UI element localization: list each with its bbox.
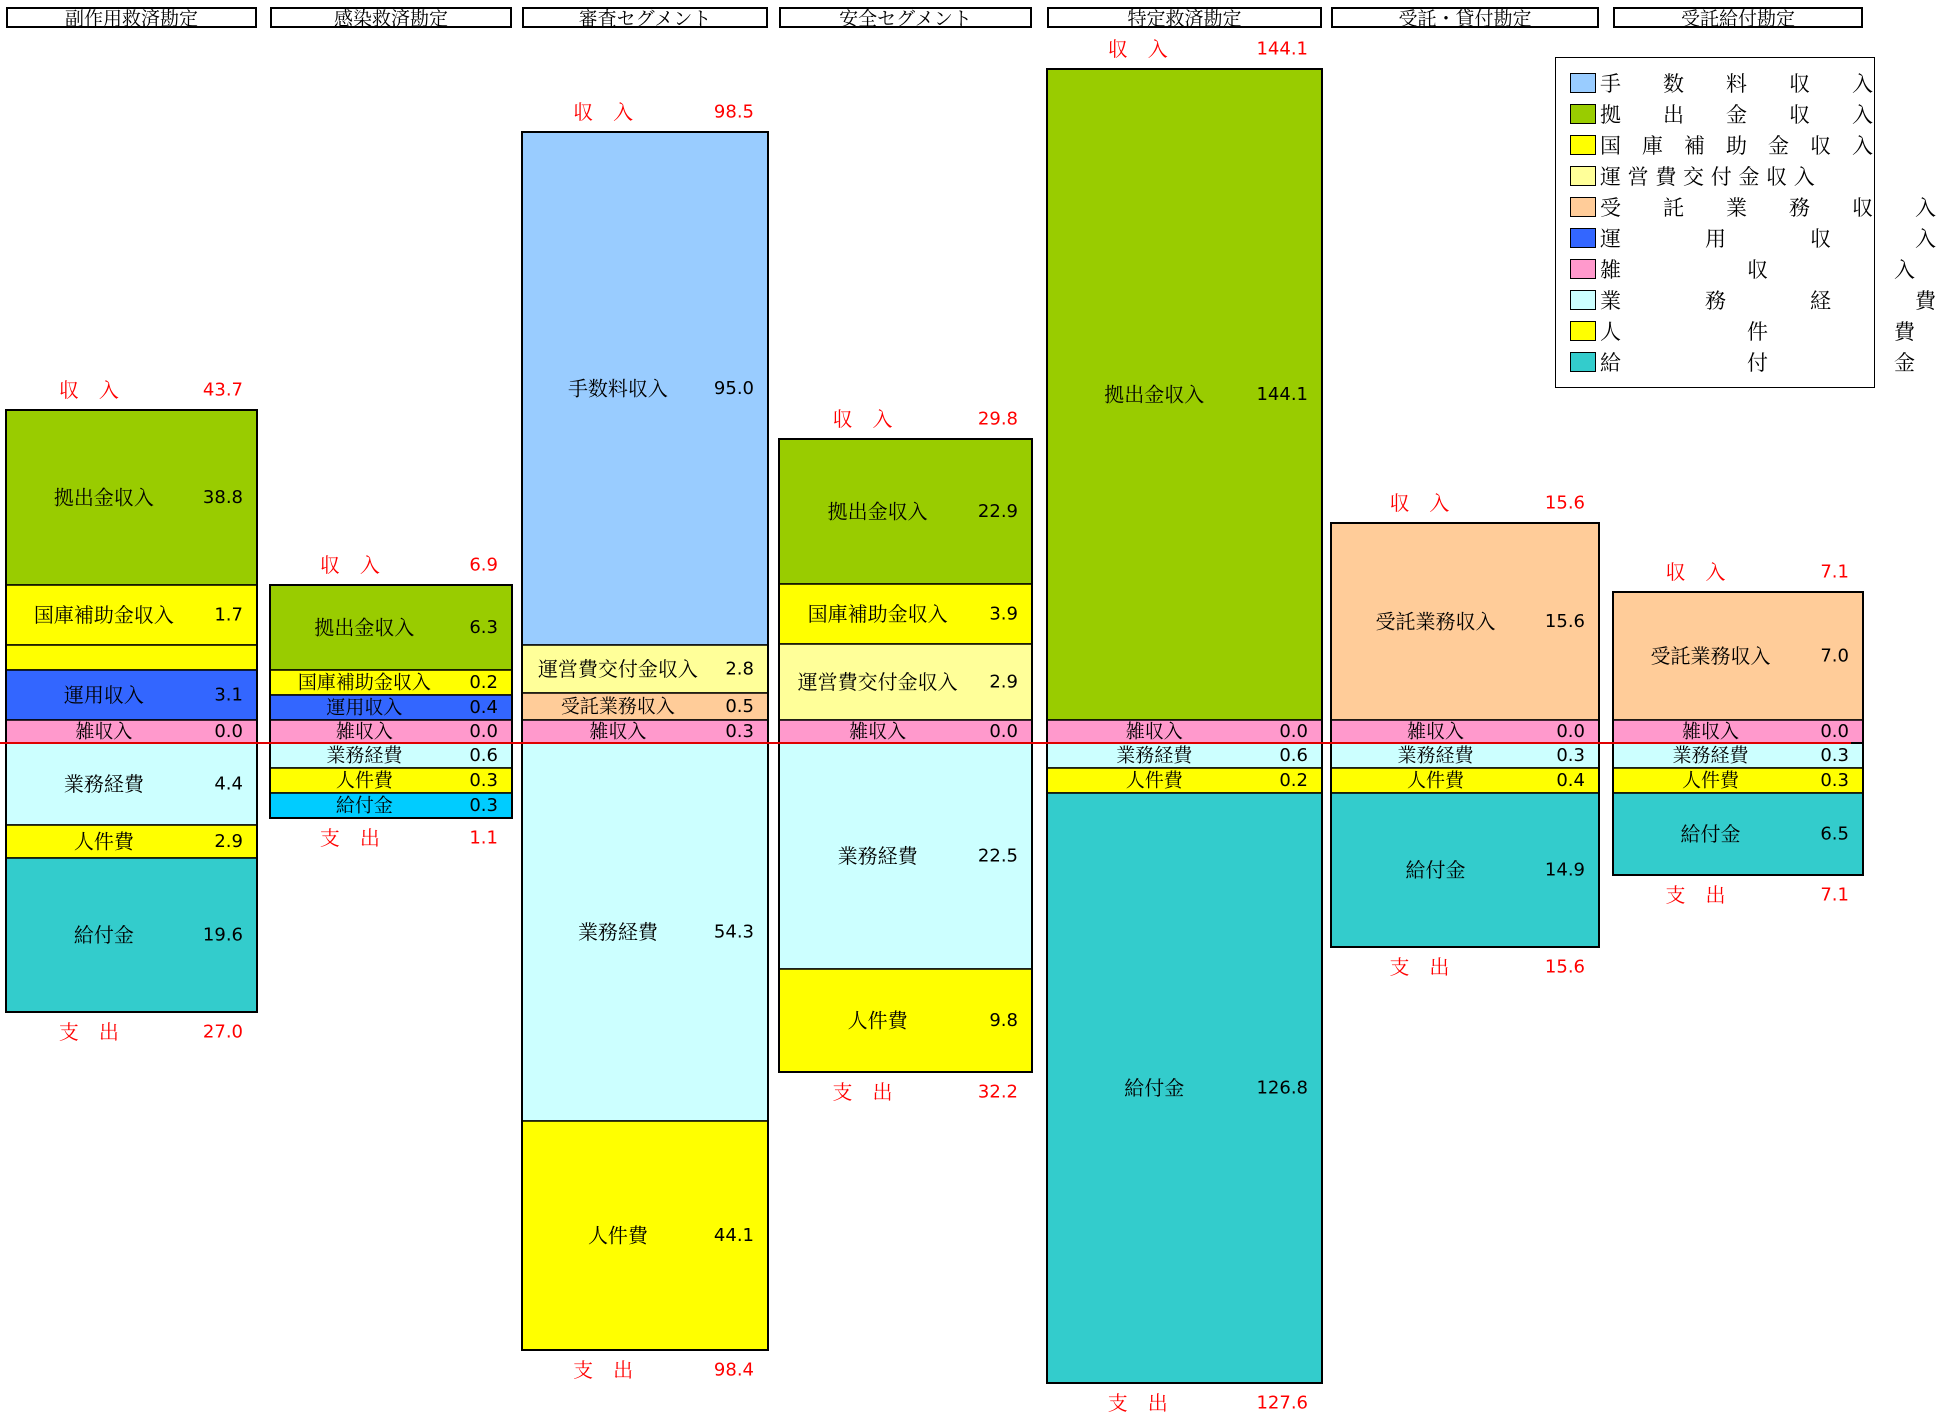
income-segment-label: 運営費交付金収入 <box>797 670 958 694</box>
expense-segment-value: 0.3 <box>1556 745 1585 766</box>
expense-total-value: 27.0 <box>202 1021 243 1043</box>
legend-label: 拠 出 金 収 入 <box>1600 102 1873 127</box>
legend-item <box>1556 129 1874 160</box>
income-segment-label: 国庫補助金収入 <box>33 603 174 627</box>
income-total-value: 144.1 <box>1256 38 1308 60</box>
expense-segment-value: 126.8 <box>1256 1077 1308 1099</box>
income-segment-label: 運用収入 <box>63 683 144 707</box>
legend-label: 人 件 費 <box>1600 319 1915 344</box>
expense-total-label: 支 出 <box>1107 1391 1168 1415</box>
income-segment-value: 2.8 <box>725 658 754 680</box>
income-segment-value: 0.0 <box>1556 721 1585 742</box>
income-segment-label: 運営費交付金収入 <box>537 657 698 681</box>
legend-label: 国 庫 補 助 金 収 入 <box>1600 133 1873 158</box>
income-segment-value: 6.3 <box>469 617 498 638</box>
income-segment-label: 雑収入 <box>75 720 133 743</box>
expense-segment-label: 業務経費 <box>837 844 918 868</box>
expense-segment-label: 業務経費 <box>326 744 403 767</box>
expense-segment-value: 0.6 <box>1279 745 1308 766</box>
income-segment <box>6 645 257 670</box>
income-segment-value: 0.0 <box>1279 721 1308 742</box>
income-segment-label: 受託業務収入 <box>1650 644 1771 668</box>
income-segment-value: 38.8 <box>202 487 243 508</box>
header-review-segment: 審査セグメント <box>522 7 768 28</box>
expense-segment-label: 人件費 <box>1681 769 1740 792</box>
income-segment-value: 0.4 <box>469 697 498 718</box>
header-consignment-loan: 受託・貸付勘定 <box>1331 7 1599 28</box>
expense-segment-label: 業務経費 <box>1397 744 1474 767</box>
expense-total-label: 支 出 <box>832 1080 893 1104</box>
expense-segment-value: 0.3 <box>1820 745 1849 766</box>
expense-segment-label: 業務経費 <box>1116 744 1193 767</box>
expense-segment-label: 人件費 <box>1407 769 1465 792</box>
expense-segment-value: 22.5 <box>977 845 1018 867</box>
income-segment-label: 雑収入 <box>1407 720 1465 743</box>
header-specified-relief: 特定救済勘定 <box>1047 7 1322 28</box>
income-segment-label: 雑収入 <box>589 720 647 743</box>
expense-segment-value: 0.3 <box>469 770 498 791</box>
legend-swatch <box>1570 228 1596 248</box>
income-segment-label: 国庫補助金収入 <box>297 671 431 694</box>
income-segment-value: 3.1 <box>214 684 243 706</box>
income-total-label: 収 入 <box>58 378 119 402</box>
legend-item <box>1556 346 1915 377</box>
legend-swatch <box>1570 73 1596 93</box>
income-segment-value: 0.5 <box>725 696 754 717</box>
expense-segment-label: 給付金 <box>1680 822 1741 846</box>
income-segment-label: 受託業務収入 <box>1375 609 1496 634</box>
income-segment-value: 15.6 <box>1544 611 1585 632</box>
legend-swatch <box>1570 104 1596 124</box>
expense-segment-value: 44.1 <box>713 1225 754 1246</box>
income-segment-value: 22.9 <box>977 501 1018 522</box>
income-total-label: 収 入 <box>1665 560 1726 584</box>
expense-total-value: 1.1 <box>469 827 498 849</box>
expense-segment-value: 54.3 <box>713 921 754 943</box>
expense-segment-value: 0.2 <box>1279 770 1308 791</box>
expense-segment-value: 6.5 <box>1820 823 1849 845</box>
legend-label: 運 営 費 交 付 金 収 入 <box>1600 164 1815 189</box>
expense-segment-label: 業務経費 <box>63 772 144 796</box>
expense-segment-label: 人件費 <box>847 1008 908 1033</box>
income-segment-label: 拠出金収入 <box>314 615 415 640</box>
income-segment-value: 1.7 <box>214 604 243 626</box>
header-infection-relief: 感染救済勘定 <box>270 7 512 28</box>
header-safety-segment: 安全セグメント <box>779 7 1032 28</box>
income-total-value: 7.1 <box>1820 561 1849 583</box>
legend-label: 受 託 業 務 収 入 <box>1600 195 1936 220</box>
expense-segment-value: 0.3 <box>469 795 498 816</box>
legend-item <box>1556 191 1936 222</box>
expense-segment-value: 2.9 <box>214 831 243 852</box>
expense-segment-label: 給付金 <box>335 794 393 817</box>
header-consignment-benefit: 受託給付勘定 <box>1613 7 1863 28</box>
income-segment-label: 拠出金収入 <box>827 499 928 524</box>
legend-swatch <box>1570 197 1596 217</box>
income-segment-label: 運用収入 <box>326 696 403 719</box>
income-total-value: 43.7 <box>202 379 243 401</box>
income-segment-value: 0.2 <box>469 672 498 693</box>
expense-total-label: 支 出 <box>1389 955 1450 979</box>
legend-label: 手 数 料 収 入 <box>1600 71 1873 96</box>
legend-label: 給 付 金 <box>1600 350 1915 375</box>
legend-swatch <box>1570 352 1596 372</box>
expense-total-label: 支 出 <box>1665 883 1726 907</box>
income-segment-value: 0.0 <box>1820 721 1849 742</box>
income-segment-value: 2.9 <box>989 671 1018 693</box>
expense-segment-label: 業務経費 <box>1672 744 1749 767</box>
expense-total-value: 98.4 <box>713 1359 754 1381</box>
income-segment-label: 雑収入 <box>335 720 393 743</box>
income-total-value: 6.9 <box>469 554 498 576</box>
income-segment-value: 0.0 <box>214 721 243 742</box>
expense-total-value: 15.6 <box>1544 956 1585 978</box>
legend-item <box>1556 98 1874 129</box>
income-total-label: 収 入 <box>573 100 634 124</box>
expense-segment-value: 0.3 <box>1820 770 1849 791</box>
expense-segment-value: 0.4 <box>1556 770 1585 791</box>
expense-total-value: 127.6 <box>1256 1392 1308 1414</box>
expense-segment-label: 人件費 <box>587 1223 648 1248</box>
income-total-label: 収 入 <box>1389 491 1450 515</box>
legend-swatch <box>1570 290 1596 310</box>
income-segment-label: 受託業務収入 <box>560 695 675 718</box>
legend-item <box>1556 222 1936 253</box>
income-total-label: 収 入 <box>832 407 893 431</box>
income-segment-value: 0.3 <box>725 721 754 742</box>
header-side-effect-relief: 副作用救済勘定 <box>6 7 257 28</box>
expense-segment-label: 給付金 <box>1124 1076 1185 1100</box>
income-segment-label: 雑収入 <box>1681 720 1740 743</box>
income-segment-label: 手数料収入 <box>567 376 668 401</box>
legend-item <box>1556 253 1915 284</box>
expense-segment-label: 人件費 <box>73 829 134 854</box>
income-segment-value: 144.1 <box>1256 384 1308 405</box>
expense-segment-label: 人件費 <box>335 769 393 792</box>
legend <box>1555 57 1936 388</box>
legend-swatch <box>1570 135 1596 155</box>
income-segment-value: 7.0 <box>1820 645 1849 667</box>
legend-label: 雑 収 入 <box>1600 257 1915 282</box>
expense-segment-value: 0.6 <box>469 745 498 766</box>
legend-label: 運 用 収 入 <box>1600 226 1936 251</box>
expense-segment-value: 14.9 <box>1544 859 1585 881</box>
expense-segment-label: 業務経費 <box>577 920 658 944</box>
income-segment-label: 国庫補助金収入 <box>807 602 948 626</box>
expense-total-label: 支 出 <box>319 826 380 850</box>
income-segment-label: 雑収入 <box>1125 720 1183 743</box>
income-segment-label: 拠出金収入 <box>1104 382 1205 407</box>
income-total-label: 収 入 <box>319 553 380 577</box>
expense-segment-value: 4.4 <box>214 773 243 795</box>
legend-swatch <box>1570 259 1596 279</box>
income-total-value: 15.6 <box>1544 492 1585 514</box>
expense-segment-value: 19.6 <box>202 924 243 946</box>
legend-item <box>1556 284 1936 315</box>
expense-segment-label: 人件費 <box>1125 769 1183 792</box>
expense-total-label: 支 出 <box>573 1358 634 1382</box>
income-segment-value: 0.0 <box>989 721 1018 742</box>
legend-item <box>1556 315 1915 346</box>
income-segment-label: 雑収入 <box>849 720 907 743</box>
income-segment-value: 95.0 <box>713 378 754 399</box>
income-segment-label: 拠出金収入 <box>53 485 154 510</box>
legend-item <box>1556 67 1874 98</box>
income-segment-value: 3.9 <box>989 603 1018 625</box>
legend-swatch <box>1570 166 1596 186</box>
legend-item <box>1556 160 1874 191</box>
income-total-label: 収 入 <box>1107 37 1168 61</box>
expense-total-label: 支 出 <box>58 1020 119 1044</box>
expense-total-value: 32.2 <box>977 1081 1018 1103</box>
expense-segment-label: 給付金 <box>1405 858 1466 882</box>
legend-swatch <box>1570 321 1596 341</box>
expense-segment-value: 9.8 <box>989 1010 1018 1031</box>
legend-label: 業 務 経 費 <box>1600 288 1936 313</box>
income-segment-value: 0.0 <box>469 721 498 742</box>
expense-total-value: 7.1 <box>1820 884 1849 906</box>
income-total-value: 29.8 <box>977 408 1018 430</box>
income-total-value: 98.5 <box>713 101 754 123</box>
expense-segment-label: 給付金 <box>73 923 134 947</box>
